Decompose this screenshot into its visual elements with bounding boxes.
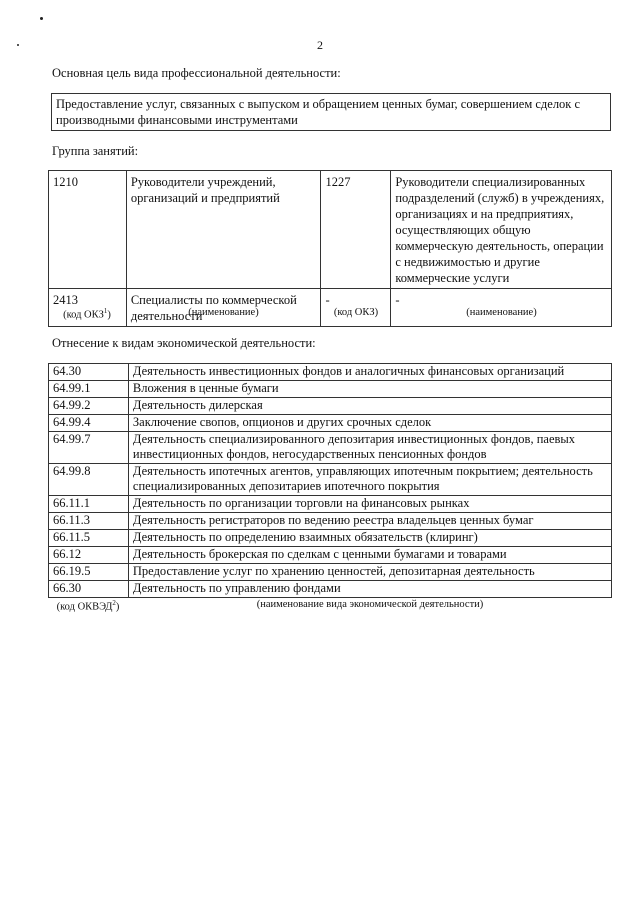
purpose-box: [51, 93, 611, 131]
okz-name-caption-2: (наименование): [466, 307, 537, 318]
table-row: [49, 530, 612, 547]
okved-code-cell: 66.30: [49, 581, 129, 598]
okved-table: [48, 363, 612, 598]
table-row: [49, 171, 612, 289]
okz-code-caption-2: (код ОКЗ): [333, 307, 379, 318]
okved-code-cell: 64.99.1: [49, 381, 129, 398]
activities-heading: Отнесение к видам экономической деятельности:: [52, 336, 316, 350]
okved-name-cell: Деятельность регистраторов по ведению реестра владельцев ценных бумаг: [128, 513, 611, 530]
okved-name-caption: (наименование вида экономической деятельности): [256, 599, 484, 610]
okz-name-cell: Руководители специализированных подразделений (служб) в учреждениях, организациях и на предприятиях, осуществляющих общую коммерческую деятельность, операции с недвижимостью и другие коммерческие услуги: [391, 171, 612, 289]
okved-name-cell: Деятельность дилерская: [128, 398, 611, 415]
okz-code-cell: -: [321, 289, 391, 327]
okz-code-cell: 1227: [321, 171, 391, 289]
table-row: [49, 581, 612, 598]
okved-code-cell: 66.11.3: [49, 513, 129, 530]
okved-code-cell: 64.99.7: [49, 432, 129, 464]
okved-name-cell: Деятельность по организации торговли на финансовых рынках: [128, 496, 611, 513]
okved-code-cell: 66.11.5: [49, 530, 129, 547]
okved-name-cell: Деятельность инвестиционных фондов и аналогичных финансовых организаций: [128, 364, 611, 381]
okved-name-cell: Деятельность брокерская по сделкам с ценными бумагами и товарами: [128, 547, 611, 564]
okved-code-cell: 64.99.4: [49, 415, 129, 432]
table-row: [49, 381, 612, 398]
okved-name-cell: Заключение свопов, опционов и других срочных сделок: [128, 415, 611, 432]
table-row: [49, 513, 612, 530]
okz-name-cell: Руководители учреждений, организаций и предприятий: [126, 171, 321, 289]
purpose-heading: Основная цель вида профессиональной деятельности:: [52, 66, 341, 80]
okved-name-cell: Предоставление услуг по хранению ценностей, депозитарная деятельность: [128, 564, 611, 581]
okz-code-cell: 2413: [49, 289, 127, 327]
table-row: [49, 398, 612, 415]
okved-name-cell: Деятельность по управлению фондами: [128, 581, 611, 598]
page-number: 2: [317, 38, 323, 52]
occupations-heading: Группа занятий:: [52, 144, 139, 158]
okz-name-caption: (наименование): [188, 307, 259, 318]
table-row: [49, 564, 612, 581]
occupations-table: [48, 170, 612, 327]
okved-name-cell: Деятельность специализированного депозитария инвестиционных фондов, паевых инвестиционных фондов, негосударственных пенсионных фондов: [128, 432, 611, 464]
table-row: [49, 547, 612, 564]
okved-code-cell: 66.12: [49, 547, 129, 564]
okz-name-cell: Специалисты по коммерческой деятельности: [126, 289, 321, 327]
okved-code-cell: 64.99.8: [49, 464, 129, 496]
okved-name-cell: Деятельность по определению взаимных обязательств (клиринг): [128, 530, 611, 547]
table-row: [49, 464, 612, 496]
table-row: [49, 496, 612, 513]
table-row: [49, 364, 612, 381]
okved-name-cell: Вложения в ценные бумаги: [128, 381, 611, 398]
okz-name-cell: -: [391, 289, 612, 327]
okved-code-caption: (код ОКВЭД$^2$): [56, 599, 120, 613]
scan-speck: [40, 17, 43, 20]
table-row: [49, 415, 612, 432]
okved-code-cell: 66.11.1: [49, 496, 129, 513]
okved-code-cell: 64.30: [49, 364, 129, 381]
okved-name-cell: Деятельность ипотечных агентов, управляющих ипотечным покрытием; деятельность специализированных депозитариев ипотечного покрытия: [128, 464, 611, 496]
table-row: [49, 432, 612, 464]
okved-code-cell: 64.99.2: [49, 398, 129, 415]
okved-code-cell: 66.19.5: [49, 564, 129, 581]
okz-code-cell: 1210: [49, 171, 127, 289]
purpose-text: Предоставление услуг, связанных с выпуском и обращением ценных бумаг, совершением сделок с производными финансовыми инструментами: [56, 97, 581, 127]
okz-code-caption: (код ОКЗ$^1$): [63, 307, 111, 321]
